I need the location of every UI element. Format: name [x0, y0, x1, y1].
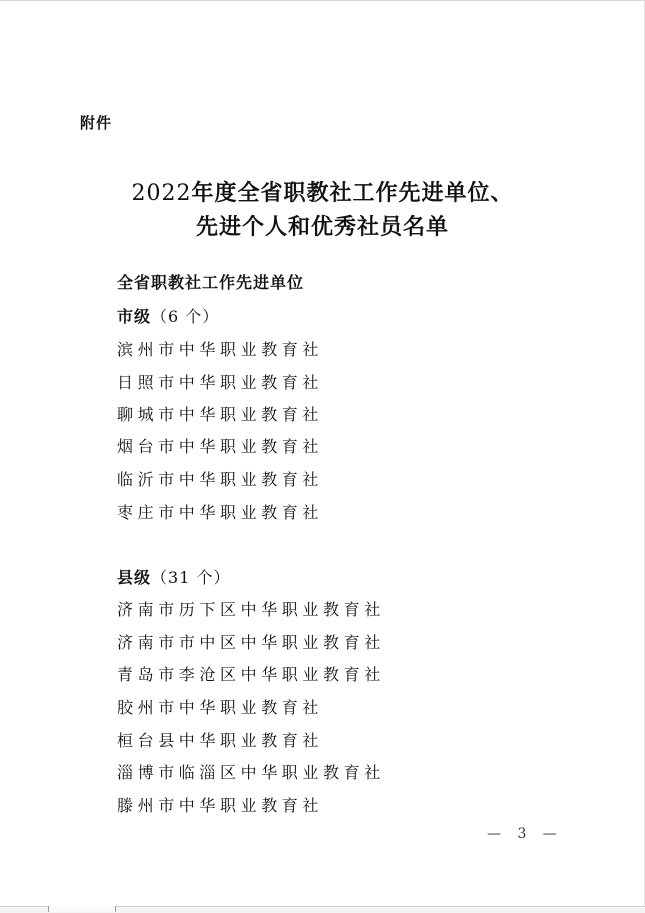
list-item: 胶州市中华职业教育社	[117, 698, 324, 717]
county-level-count: （31 个）	[151, 568, 231, 587]
page-number: — 3 —	[487, 826, 563, 842]
list-item: 烟台市中华职业教育社	[117, 437, 324, 456]
viewer-page-tab[interactable]	[48, 906, 116, 912]
city-level-count: （6 个）	[151, 307, 220, 326]
list-item: 济南市市中区中华职业教育社	[117, 633, 385, 652]
city-level-heading	[117, 304, 219, 327]
list-item: 枣庄市中华职业教育社	[117, 503, 324, 522]
county-level-label: 县级	[117, 568, 152, 587]
county-level-heading	[117, 565, 230, 588]
document-title-line-2: 先进个人和优秀社员名单	[195, 214, 449, 240]
list-item: 淄博市临淄区中华职业教育社	[117, 763, 385, 782]
city-level-label: 市级	[117, 307, 152, 326]
section-heading: 全省职教社工作先进单位	[117, 273, 305, 292]
title-line-1-text: 年度全省职教社工作先进单位、	[191, 180, 514, 206]
list-item: 聊城市中华职业教育社	[117, 405, 324, 424]
list-item: 青岛市李沧区中华职业教育社	[117, 665, 385, 684]
list-item: 桓台县中华职业教育社	[117, 731, 324, 750]
list-item: 日照市中华职业教育社	[117, 373, 324, 392]
list-item: 滨州市中华职业教育社	[117, 340, 324, 359]
list-item: 济南市历下区中华职业教育社	[117, 600, 385, 619]
page-top-edge	[0, 0, 645, 1]
document-title-line-1	[0, 176, 645, 207]
list-item: 临沂市中华职业教育社	[117, 470, 324, 489]
list-item: 滕州市中华职业教育社	[117, 796, 324, 815]
title-year: 2022	[131, 181, 192, 206]
attachment-label: 附件	[80, 114, 113, 132]
